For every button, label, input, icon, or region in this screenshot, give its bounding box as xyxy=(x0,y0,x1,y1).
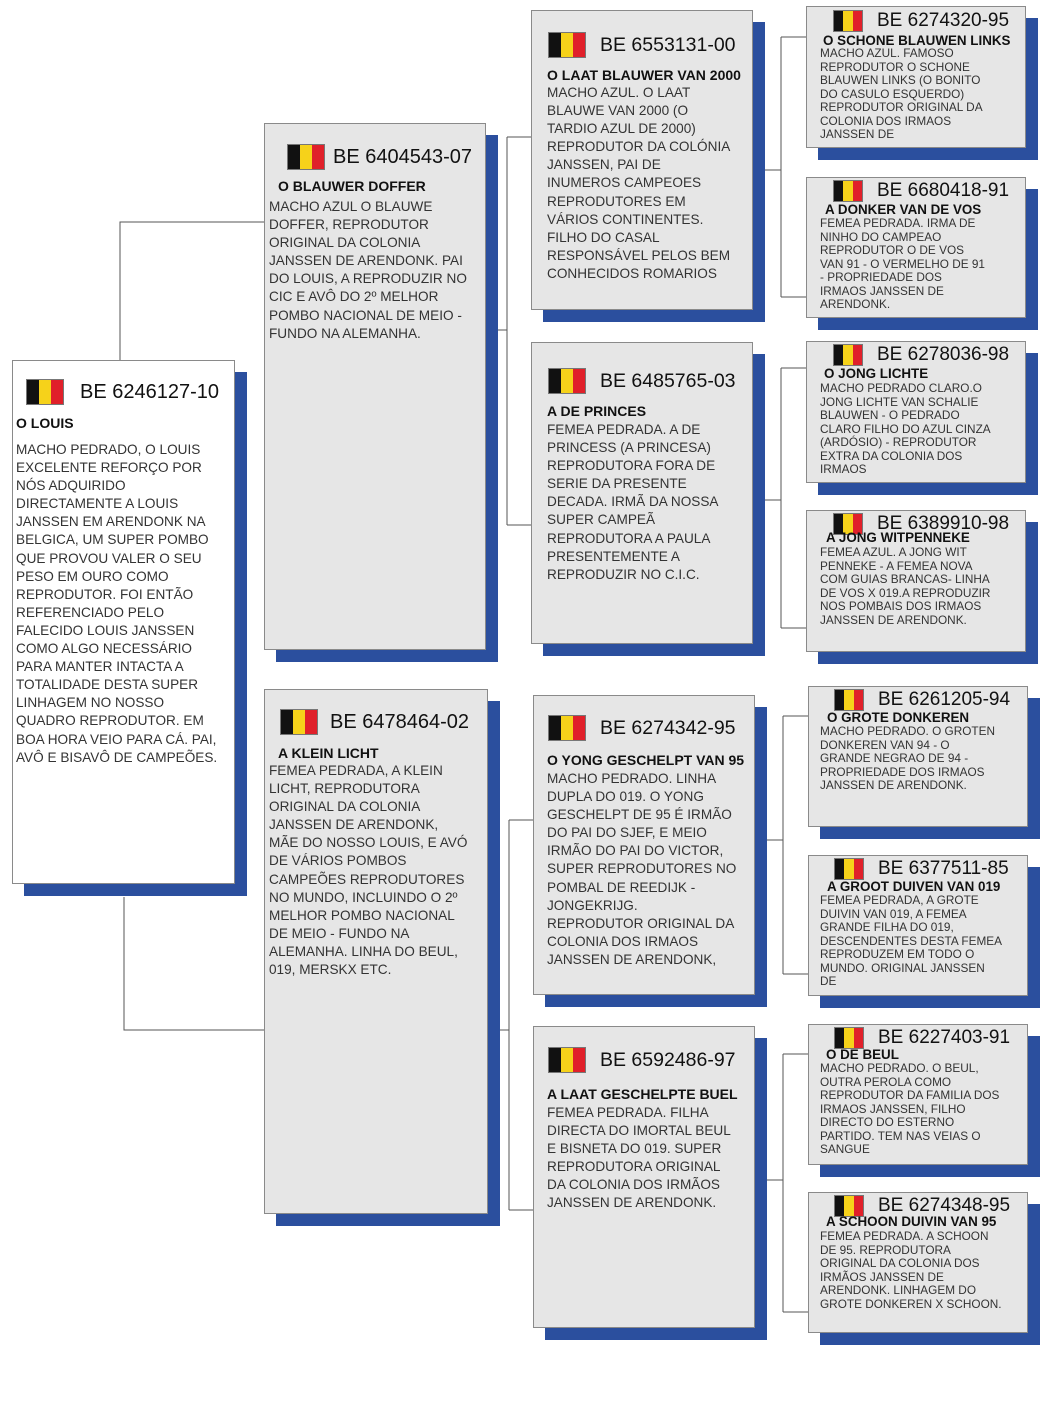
pigeon-description: MACHO PEDRADO CLARO.O JONG LICHTE VAN SCHALIE BLAUWEN - O PEDRADO CLARO FILHO DO AZUL CINZA (ARDÓSIO) - REPRODUTOR EXTRA DA COLONIA DOS IRMAOS xyxy=(820,381,990,476)
pigeon-description: FEMEA PEDRADA. A SCHOON DE 95. REPRODUTORA ORIGINAL DA COLONIA DOS IRMÃOS JANSSEN DE ARENDONK. LINHAGEM DO GROTE DONKEREN X SCHOON. xyxy=(820,1229,1002,1311)
pigeon-description: MACHO AZUL. O LAAT BLAUWE VAN 2000 (O TARDIO AZUL DE 2000) REPRODUTOR DA COLÓNIA JANSSEN, PAI DE INUMEROS CAMPEOES REPRODUTORES EM VÁRIOS CONTINENTES. FILHO DO CASAL RESPONSÁVEL PELOS BEM CONHECIDOS ROMARIOS xyxy=(547,85,731,281)
ring-number: BE 6274342-95 xyxy=(600,716,736,739)
pigeon-name: A DE PRINCES xyxy=(547,403,647,419)
card-face xyxy=(806,341,1026,483)
great-grandparent-card-4[interactable] xyxy=(806,510,1026,652)
card-face xyxy=(264,123,486,650)
card-face xyxy=(12,360,235,884)
card-header xyxy=(834,858,1009,880)
pigeon-name: A LAAT GESCHELPTE BUEL xyxy=(547,1086,738,1102)
card-header xyxy=(548,715,736,741)
card-header xyxy=(280,709,469,735)
pigeon-description: FEMEA PEDRADA, A GROTE DUIVIN VAN 019, A FEMEA GRANDE FILHA DO 019, DESCENDENTES DESTA FEMEA REPRODUZEM EM TODO O MUNDO. ORIGINAL JANSSEN DE xyxy=(820,893,1002,988)
card-face xyxy=(808,1192,1028,1333)
pigeon-description: FEMEA PEDRADA. A DE PRINCESS (A PRINCESA) REPRODUTORA FORA DE SERIE DA PRESENTE DECADA. IRMÃ DA NOSSA SUPER CAMPEÃ REPRODUTORA A PAULA PRESENTEMENTE A REPRODUZIR NO C.I.C. xyxy=(547,422,718,582)
subject-card[interactable] xyxy=(12,360,235,884)
great-grandparent-card-7[interactable] xyxy=(808,1024,1028,1165)
ring-number: BE 6246127-10 xyxy=(80,380,220,403)
belgian-flag-icon xyxy=(833,180,863,202)
ring-number: BE 6278036-98 xyxy=(877,344,1010,365)
belgian-flag-icon xyxy=(548,715,586,741)
ring-number: BE 6404543-07 xyxy=(333,145,473,168)
card-header xyxy=(548,1047,736,1073)
belgian-flag-icon xyxy=(548,1047,586,1073)
belgian-flag-icon xyxy=(834,1027,864,1049)
pigeon-description: FEMEA PEDRADA, A KLEIN LICHT, REPRODUTORA ORIGINAL DA COLONIA JANSSEN DE ARENDONK, MÃE DO NOSSO LOUIS, E AVÓ DE VÁRIOS POMBOS CAMPEÕES REPRODUTORES NO MUNDO, INCLUINDO O 2º MELHOR POMBO NACIONAL DE MEIO - FUNDO NA ALEMANHA. LINHA DO BEUL, 019, MERSKX ETC. xyxy=(269,763,468,978)
card-header xyxy=(834,1027,1010,1049)
pigeon-name: O YONG GESCHELPT VAN 95 xyxy=(547,752,745,768)
card-header xyxy=(548,368,736,394)
ring-number: BE 6261205-94 xyxy=(878,689,1011,710)
card-header xyxy=(287,144,472,170)
pigeon-description: MACHO AZUL O BLAUWE DOFFER, REPRODUTOR ORIGINAL DA COLONIA JANSSEN DE ARENDONK. PAI DO LOUIS, A REPRODUZIR NO CIC E AVÔ DO 2º MELHOR POMBO NACIONAL DE MEIO - FUNDO NA ALEMANHA. xyxy=(269,199,467,341)
card-header xyxy=(26,379,219,405)
card-face xyxy=(806,6,1026,148)
belgian-flag-icon xyxy=(548,368,586,394)
card-face xyxy=(533,1026,755,1328)
card-header xyxy=(833,10,1009,32)
ring-number: BE 6478464-02 xyxy=(330,710,470,733)
ring-number: BE 6274320-95 xyxy=(877,10,1010,31)
belgian-flag-icon xyxy=(548,32,586,58)
ring-number: BE 6592486-97 xyxy=(600,1048,736,1071)
belgian-flag-icon xyxy=(833,344,863,366)
card-face xyxy=(533,695,755,995)
pigeon-name: O BLAUWER DOFFER xyxy=(278,178,426,194)
pigeon-description: FEMEA AZUL. A JONG WIT PENNEKE - A FEMEA NOVA COM GUIAS BRANCAS- LINHA DE VOS X 019.A REPRODUZIR NOS POMBAIS DOS IRMAOS JANSSEN DE ARENDONK. xyxy=(820,545,991,627)
pigeon-name: A JONG WITPENNEKE xyxy=(826,530,970,545)
card-face xyxy=(531,342,753,644)
card-header xyxy=(834,689,1010,711)
great-grandparent-card-5[interactable] xyxy=(808,686,1028,827)
pigeon-description: FEMEA PEDRADA. FILHA DIRECTA DO IMORTAL BEUL E BISNETA DO 019. SUPER REPRODUTORA ORIGINAL DA COLONIA DOS IRMÃOS JANSSEN DE ARENDONK. xyxy=(547,1105,731,1211)
grandsire-maternal-card[interactable] xyxy=(533,695,755,995)
pigeon-description: MACHO PEDRADO. O GROTEN DONKEREN VAN 94 - O GRANDE NEGRAO DE 94 - PROPRIEDADE DOS IRMAOS JANSSEN DE ARENDONK. xyxy=(820,724,996,792)
pigeon-description: MACHO AZUL. FAMOSO REPRODUTOR O SCHONE BLAUWEN LINKS (O BONITO DO CASULO ESQUERDO) REPRODUTOR ORIGINAL DA COLONIA DOS IRMAOS JANSSEN DE xyxy=(820,46,982,141)
pigeon-description: FEMEA PEDRADA. IRMA DE NINHO DO CAMPEAO REPRODUTOR O DE VOS VAN 91 - O VERMELHO DE 91 - PROPRIEDADE DOS IRMAOS JANSSEN DE ARENDONK. xyxy=(820,216,985,311)
ring-number: BE 6389910-98 xyxy=(877,513,1010,534)
belgian-flag-icon xyxy=(834,858,864,880)
pigeon-description: MACHO PEDRADO, O LOUIS EXCELENTE REFORÇO POR NÓS ADQUIRIDO DIRECTAMENTE A LOUIS JANSSEN EM ARENDONK NA BELGICA, UM SUPER POMBO QUE PROVOU VALER O SEU PESO EM OURO COMO REPRODUTOR. FOI ENTÃO REFERENCIADO PELO FALECIDO LOUIS JANSSEN COMO ALGO NECESSÁRIO PARA MANTER INTACTA A TOTALIDADE DESTA SUPER LINHAGEM NO NOSSO QUADRO REPRODUTOR. EM BOA HORA VEIO PARA CÁ. PAI, AVÔ E BISAVÔ DE CAMPEÕES. xyxy=(16,442,218,765)
great-grandparent-card-8[interactable] xyxy=(808,1192,1028,1333)
card-face xyxy=(531,10,753,310)
card-header xyxy=(548,32,736,58)
card-face xyxy=(808,855,1028,996)
ring-number: BE 6377511-85 xyxy=(878,858,1009,879)
great-grandparent-card-3[interactable] xyxy=(806,341,1026,483)
pigeon-name: O DE BEUL xyxy=(826,1047,899,1062)
ring-number: BE 6485765-03 xyxy=(600,369,736,392)
card-face xyxy=(806,510,1026,652)
sire-card[interactable] xyxy=(264,123,486,650)
dam-card[interactable] xyxy=(264,689,488,1214)
pigeon-description: MACHO PEDRADO. O BEUL, OUTRA PEROLA COMO REPRODUTOR DA FAMILIA DOS IRMAOS JANSSEN, FILHO DIRECTO DO ESTERNO PARTIDO. TEM NAS VEIAS O SANGUE xyxy=(820,1061,1000,1156)
pigeon-name: O SCHONE BLAUWEN LINKS xyxy=(823,33,1011,48)
card-header xyxy=(833,180,1009,202)
pigeon-name: A GROOT DUIVEN VAN 019 xyxy=(827,879,1001,894)
grandsire-paternal-card[interactable] xyxy=(531,10,753,310)
granddam-maternal-card[interactable] xyxy=(533,1026,755,1328)
pigeon-description: MACHO PEDRADO. LINHA DUPLA DO 019. O YONG GESCHELPT DE 95 É IRMÃO DO PAI DO SJEF, E MEIO IRMÃO DO PAI DO VICTOR, SUPER REPRODUTORES NO POMBAL DE REEDIJK - JONGEKRIJG. REPRODUTOR ORIGINAL DA COLONIA DOS IRMAOS JANSSEN DE ARENDONK, xyxy=(547,771,737,967)
pigeon-name: A KLEIN LICHT xyxy=(278,745,379,761)
great-grandparent-card-1[interactable] xyxy=(806,6,1026,148)
card-face xyxy=(808,1024,1028,1165)
pigeon-name: O GROTE DONKEREN xyxy=(827,710,970,725)
card-face xyxy=(806,177,1026,318)
belgian-flag-icon xyxy=(833,10,863,32)
pigeon-name: O LAAT BLAUWER VAN 2000 xyxy=(547,67,741,83)
belgian-flag-icon xyxy=(26,379,64,405)
pigeon-name: O LOUIS xyxy=(16,415,74,431)
belgian-flag-icon xyxy=(287,144,325,170)
card-face xyxy=(808,686,1028,827)
ring-number: BE 6680418-91 xyxy=(877,180,1010,201)
pigeon-name: O JONG LICHTE xyxy=(824,366,929,381)
belgian-flag-icon xyxy=(280,709,318,735)
great-grandparent-card-2[interactable] xyxy=(806,177,1026,318)
ring-number: BE 6227403-91 xyxy=(878,1027,1011,1048)
card-header xyxy=(833,344,1009,366)
pigeon-name: A DONKER VAN DE VOS xyxy=(825,202,982,217)
granddam-paternal-card[interactable] xyxy=(531,342,753,644)
ring-number: BE 6274348-95 xyxy=(878,1195,1011,1216)
great-grandparent-card-6[interactable] xyxy=(808,855,1028,996)
ring-number: BE 6553131-00 xyxy=(600,33,736,56)
belgian-flag-icon xyxy=(834,689,864,711)
pigeon-name: A SCHOON DUIVIN VAN 95 xyxy=(826,1214,997,1229)
card-face xyxy=(264,689,488,1214)
